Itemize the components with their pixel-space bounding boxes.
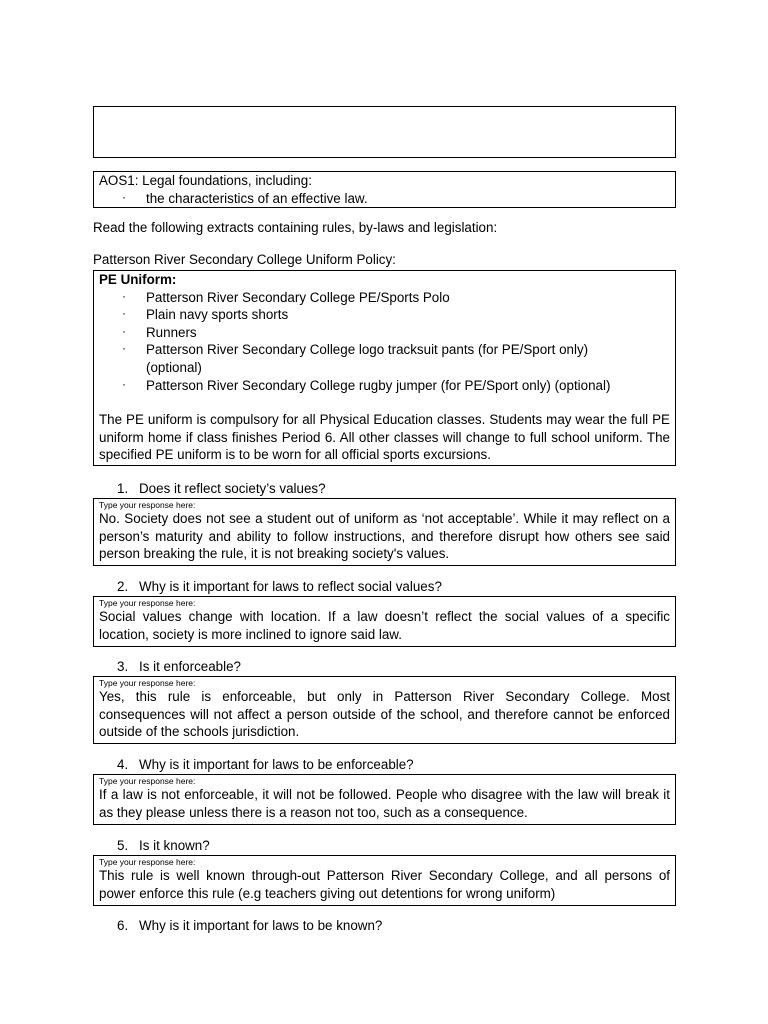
objective-bullet-text: the characteristics of an effective law. bbox=[146, 190, 368, 206]
question-5 bbox=[117, 837, 210, 855]
bullet-dot-icon: · bbox=[122, 341, 126, 356]
response-hint: Type your response here: bbox=[99, 500, 196, 510]
response-box-4[interactable] bbox=[93, 774, 676, 825]
bullet-dot-icon: · bbox=[122, 306, 126, 321]
uniform-item-text: Patterson River Secondary College PE/Sports Polo bbox=[146, 289, 450, 305]
question-2 bbox=[117, 578, 442, 596]
bullet-dot-icon: · bbox=[122, 323, 126, 338]
response-text[interactable]: Social values change with location. If a law doesn’t reflect the social values of a specific location, society is more inclined to ignore said law. bbox=[99, 609, 670, 642]
response-hint: Type your response here: bbox=[99, 776, 196, 786]
uniform-item bbox=[99, 341, 670, 376]
question-text: Why is it important for laws to be enforceable? bbox=[139, 757, 414, 772]
question-3 bbox=[117, 658, 241, 676]
response-text[interactable]: This rule is well known through-out Patterson River Secondary College, and all persons of power enforce this rule (e.g teachers giving out detentions for wrong uniform) bbox=[99, 868, 670, 901]
response-text[interactable]: If a law is not enforceable, it will not be followed. People who disagree with the law will break it as they please unless there is a reason not too, such as a consequence. bbox=[99, 787, 670, 820]
uniform-item bbox=[99, 289, 670, 307]
question-text: Why is it important for laws to reflect social values? bbox=[139, 579, 442, 594]
objective-bullet bbox=[99, 190, 670, 208]
pe-uniform-paragraph: The PE uniform is compulsory for all Physical Education classes. Students may wear the full PE uniform home if class finishes Period 6. All other classes will change to full school uniform. The specified PE uniform is to be worn for all official sports excursions. bbox=[99, 412, 670, 463]
bullet-dot-icon: · bbox=[122, 376, 126, 391]
response-hint: Type your response here: bbox=[99, 598, 196, 608]
bullet-dot-icon: · bbox=[122, 189, 126, 204]
question-text: Is it enforceable? bbox=[139, 659, 241, 674]
question-number: 5. bbox=[117, 838, 129, 853]
response-box-1[interactable] bbox=[93, 498, 676, 566]
response-hint: Type your response here: bbox=[99, 857, 196, 867]
uniform-item-text: Runners bbox=[146, 324, 197, 340]
question-text: Does it reflect society’s values? bbox=[139, 481, 326, 496]
objective-box bbox=[93, 171, 676, 208]
pe-uniform-heading: PE Uniform: bbox=[99, 272, 177, 287]
response-box-5[interactable] bbox=[93, 855, 676, 906]
question-number: 1. bbox=[117, 481, 129, 496]
question-4 bbox=[117, 756, 414, 774]
uniform-item bbox=[99, 324, 670, 342]
uniform-item-text: Plain navy sports shorts bbox=[146, 307, 289, 323]
response-box-2[interactable] bbox=[93, 596, 676, 647]
question-text: Why is it important for laws to be known? bbox=[139, 918, 383, 933]
uniform-item bbox=[99, 377, 670, 395]
question-number: 4. bbox=[117, 757, 129, 772]
question-text: Is it known? bbox=[139, 838, 210, 853]
uniform-item-text: Patterson River Secondary College logo tracksuit pants (for PE/Sport only) (optional) bbox=[146, 342, 589, 375]
objective-heading: AOS1: Legal foundations, including: bbox=[99, 173, 312, 188]
bullet-dot-icon: · bbox=[122, 288, 126, 303]
policy-title: Patterson River Secondary College Uniform Policy: bbox=[93, 252, 396, 267]
question-number: 6. bbox=[117, 918, 129, 933]
uniform-item-text: Patterson River Secondary College rugby jumper (for PE/Sport only) (optional) bbox=[146, 377, 611, 393]
title-box bbox=[93, 106, 676, 158]
question-1 bbox=[117, 480, 326, 498]
uniform-item bbox=[99, 306, 670, 324]
question-number: 3. bbox=[117, 659, 129, 674]
intro-text: Read the following extracts containing rules, by-laws and legislation: bbox=[93, 220, 498, 235]
pe-uniform-box bbox=[93, 270, 676, 466]
question-6 bbox=[117, 917, 382, 935]
question-number: 2. bbox=[117, 579, 129, 594]
response-box-3[interactable] bbox=[93, 676, 676, 744]
response-text[interactable]: Yes, this rule is enforceable, but only in Patterson River Secondary College. Most consequences will not affect a person outside of the school, and therefore cannot be enforced outside of the schools jurisdiction. bbox=[99, 689, 670, 740]
response-text[interactable]: No. Society does not see a student out of uniform as ‘not acceptable’. While it may reflect on a person’s maturity and ability to follow instructions, and therefore disrupt how others see said person breaking the rule, it is not breaking society's values. bbox=[99, 511, 670, 562]
response-hint: Type your response here: bbox=[99, 678, 196, 688]
